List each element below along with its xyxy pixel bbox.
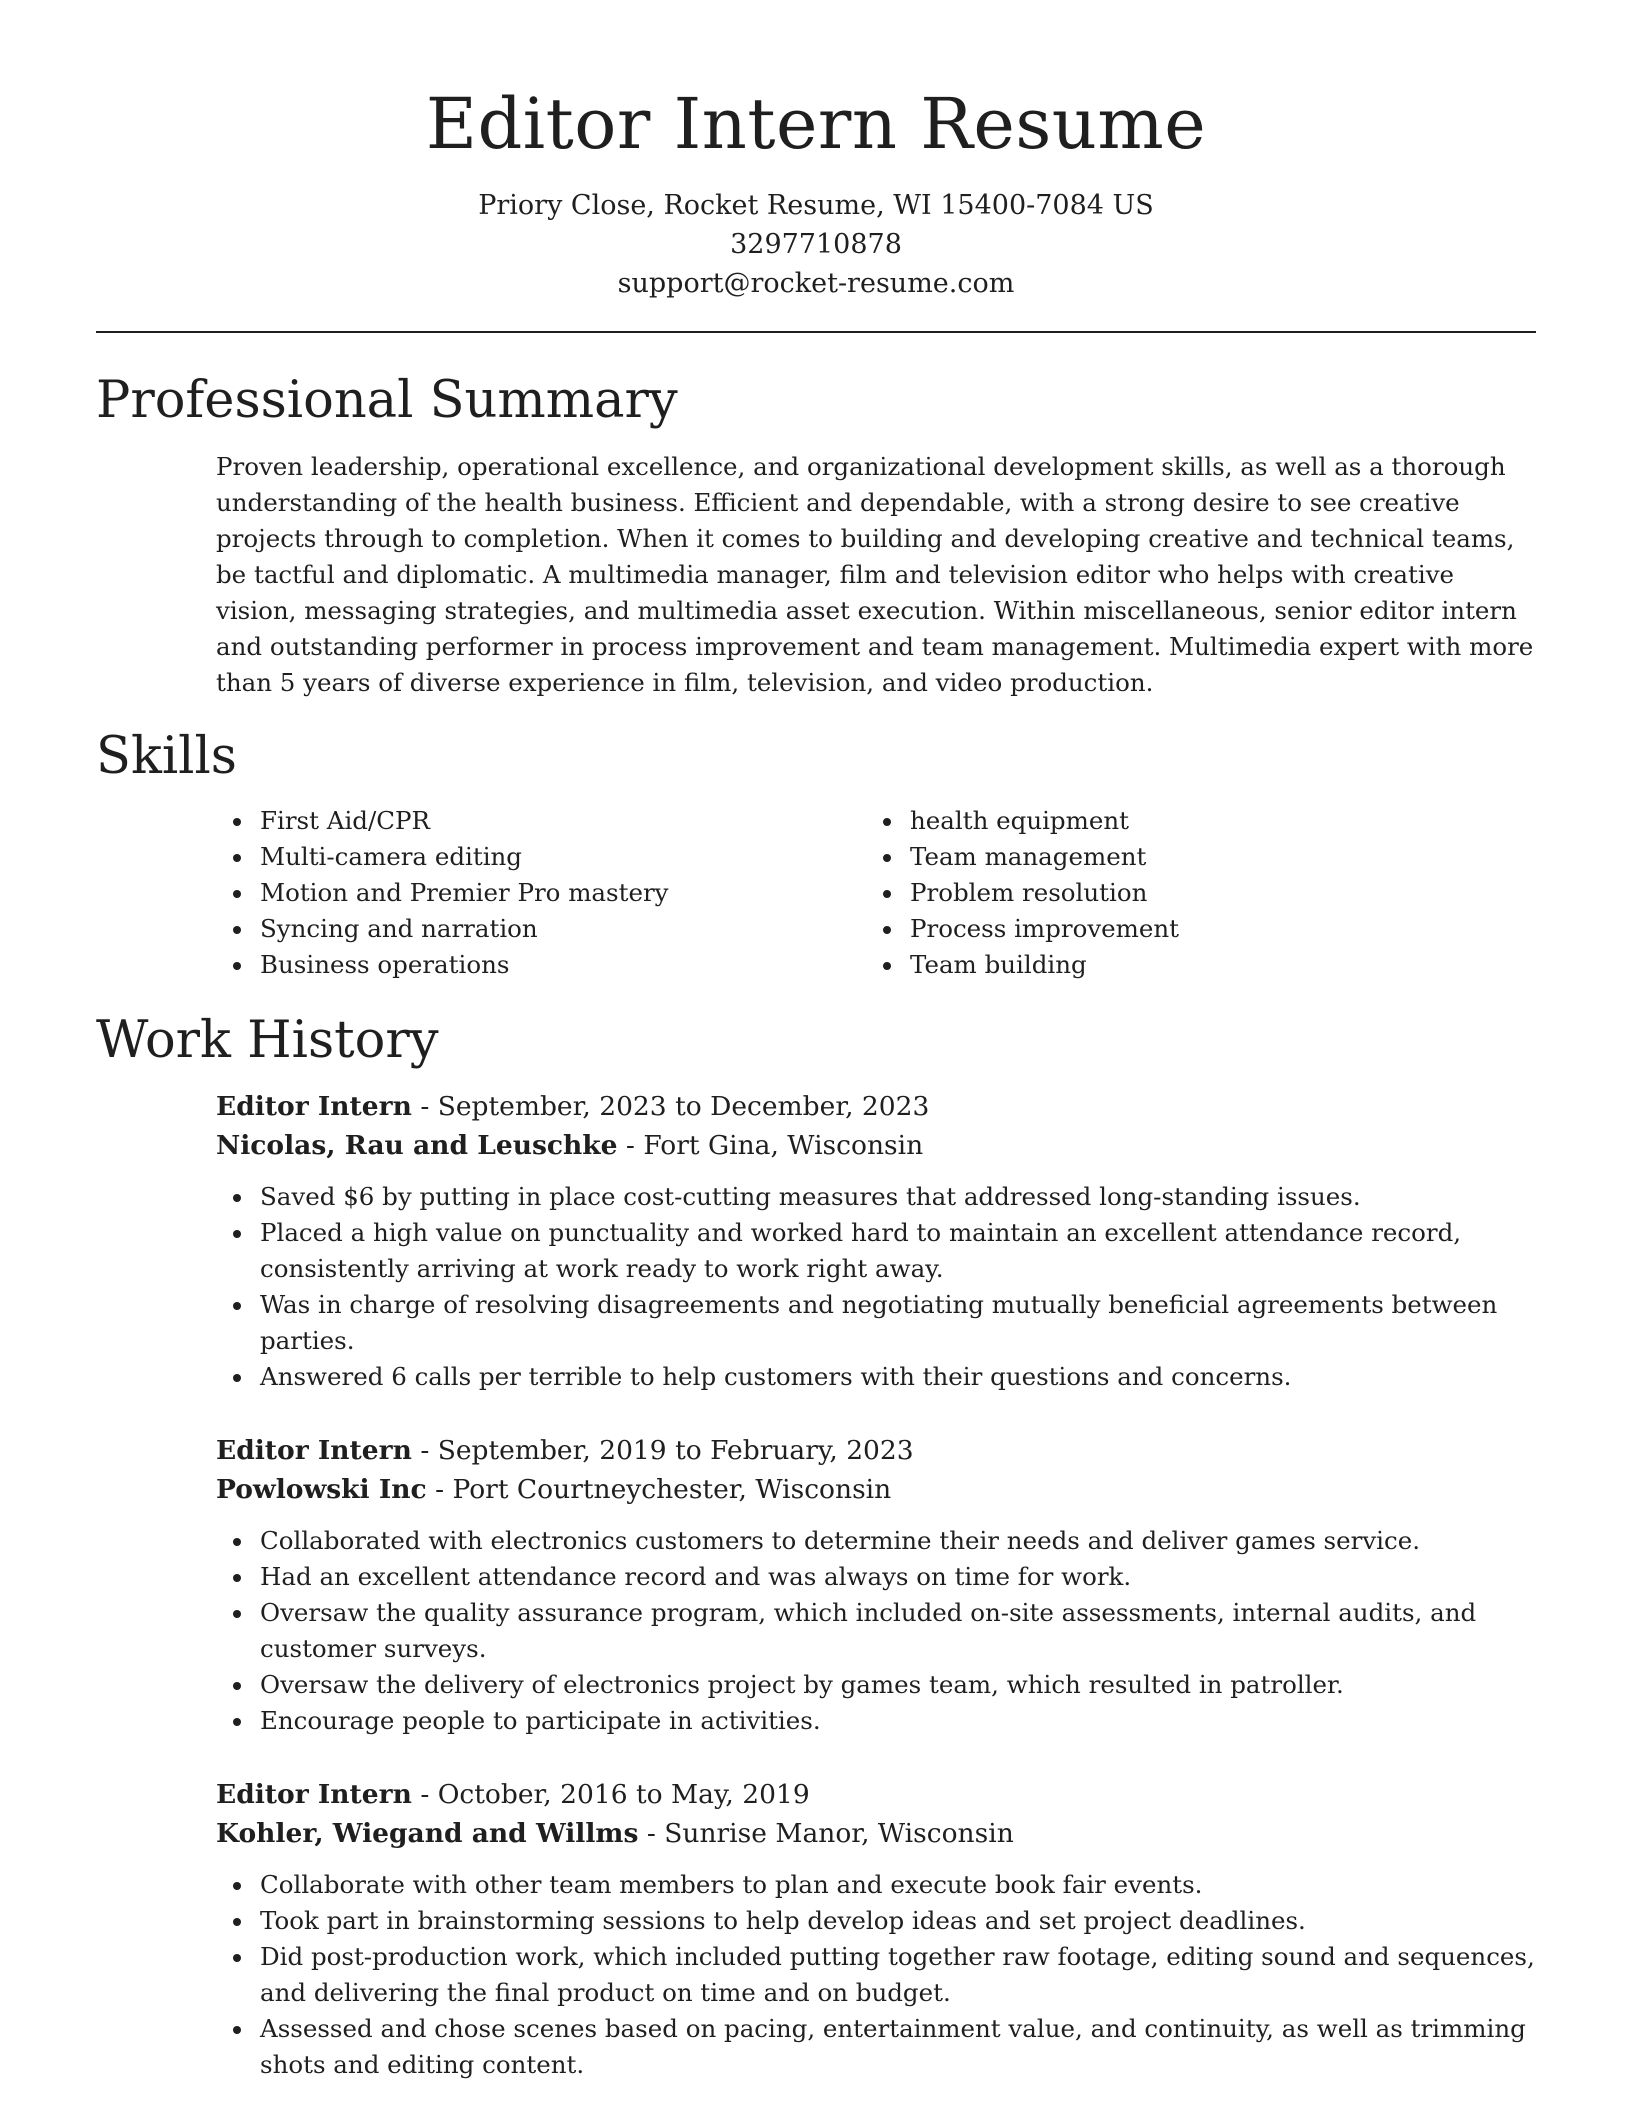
job-bullet: Collaborated with electronics customers to determine their needs and deliver games service. xyxy=(260,1523,1536,1559)
job-title: Editor Intern xyxy=(216,1779,412,1810)
separator: - xyxy=(411,1779,438,1810)
job-company: Kohler, Wiegand and Willms xyxy=(216,1818,639,1849)
summary-text: Proven leadership, operational excellence, and organizational development skills, as well as a thorough understanding of the health business. Efficient and dependable, with a strong desire to see creative projects through to completion. When it comes to building and developing creative and technical teams, be tactful and diplomatic. A multimedia manager, film and television editor who helps with creative vision, messaging strategies, and multimedia asset execution. Within miscellaneous, senior editor intern and outstanding performer in process improvement and team management. Multimedia expert with more than 5 years of diverse experience in film, television, and video production. xyxy=(216,452,1534,697)
job-bullet: Encourage people to participate in activities. xyxy=(260,1703,1536,1739)
skill-item: First Aid/CPR xyxy=(260,803,910,839)
work-history-title: Work History xyxy=(96,1011,439,1070)
job-company-line xyxy=(216,1814,1536,1853)
skill-item: Team building xyxy=(910,947,1179,983)
separator: - xyxy=(638,1818,665,1849)
job-entry xyxy=(216,1431,1536,1739)
professional-summary-section xyxy=(96,369,1536,701)
job-bullet: Did post-production work, which included putting together raw footage, editing sound and sequences, and delivering the final product on time and on budget. xyxy=(260,1939,1536,2011)
job-company: Powlowski Inc xyxy=(216,1474,427,1505)
job-bullets xyxy=(260,1179,1536,1395)
job-bullets xyxy=(260,1523,1536,1739)
job-dates: September, 2019 to February, 2023 xyxy=(437,1435,914,1466)
job-bullet: Placed a high value on punctuality and worked hard to maintain an excellent attendance record, consistently arriving at work ready to work right away. xyxy=(260,1215,1536,1287)
separator: - xyxy=(426,1474,453,1505)
job-company-line xyxy=(216,1470,1536,1509)
job-bullet: Collaborate with other team members to plan and execute book fair events. xyxy=(260,1867,1536,1903)
job-company-line xyxy=(216,1126,1536,1165)
job-bullet: Oversaw the delivery of electronics project by games team, which resulted in patroller. xyxy=(260,1667,1536,1703)
summary-title: Professional Summary xyxy=(96,371,678,430)
resume-page xyxy=(96,0,1536,2083)
separator: - xyxy=(411,1091,438,1122)
job-bullet: Oversaw the quality assurance program, which included on-site assessments, internal audits, and customer surveys. xyxy=(260,1595,1536,1667)
skills-column-right xyxy=(910,803,1179,983)
contact-email[interactable]: support@rocket-resume.com xyxy=(617,268,1015,299)
separator: - xyxy=(411,1435,438,1466)
job-title: Editor Intern xyxy=(216,1435,412,1466)
job-location: Port Courtneychester, Wisconsin xyxy=(452,1474,892,1505)
job-bullet: Assessed and chose scenes based on pacing, entertainment value, and continuity, as well as trimming shots and editing content. xyxy=(260,2011,1536,2083)
job-title-line xyxy=(216,1087,1536,1126)
job-bullet: Had an excellent attendance record and was always on time for work. xyxy=(260,1559,1536,1595)
job-dates: October, 2016 to May, 2019 xyxy=(437,1779,810,1810)
job-bullet: Saved $6 by putting in place cost-cutting measures that addressed long-standing issues. xyxy=(260,1179,1536,1215)
job-title-line xyxy=(216,1775,1536,1814)
skill-item: Process improvement xyxy=(910,911,1179,947)
skill-item: Syncing and narration xyxy=(260,911,910,947)
skill-item: Problem resolution xyxy=(910,875,1179,911)
job-bullet: Answered 6 calls per terrible to help customers with their questions and concerns. xyxy=(260,1359,1536,1395)
job-location: Sunrise Manor, Wisconsin xyxy=(664,1818,1014,1849)
skill-item: Multi-camera editing xyxy=(260,839,910,875)
skill-item: Team management xyxy=(910,839,1179,875)
skill-item: health equipment xyxy=(910,803,1179,839)
header-divider xyxy=(96,331,1536,333)
resume-name: Editor Intern Resume xyxy=(425,83,1207,165)
job-bullets xyxy=(260,1867,1536,2083)
job-company: Nicolas, Rau and Leuschke xyxy=(216,1130,618,1161)
resume-header xyxy=(96,0,1536,303)
job-bullet: Took part in brainstorming sessions to help develop ideas and set project deadlines. xyxy=(260,1903,1536,1939)
skills-title: Skills xyxy=(96,727,237,786)
job-location: Fort Gina, Wisconsin xyxy=(643,1130,924,1161)
skills-column-left xyxy=(260,803,910,983)
contact-address: Priory Close, Rocket Resume, WI 15400-7084 US xyxy=(478,190,1154,221)
job-entry xyxy=(216,1775,1536,2083)
skill-item: Motion and Premier Pro mastery xyxy=(260,875,910,911)
separator: - xyxy=(617,1130,644,1161)
contact-phone: 3297710878 xyxy=(730,229,902,260)
skills-section xyxy=(96,725,1536,983)
work-history-section xyxy=(96,1009,1536,2083)
skill-item: Business operations xyxy=(260,947,910,983)
job-entry xyxy=(216,1087,1536,1395)
contact-info xyxy=(96,186,1536,303)
job-title: Editor Intern xyxy=(216,1091,412,1122)
job-dates: September, 2023 to December, 2023 xyxy=(437,1091,930,1122)
job-title-line xyxy=(216,1431,1536,1470)
skills-list xyxy=(96,803,1536,983)
job-bullet: Was in charge of resolving disagreements and negotiating mutually beneficial agreements between parties. xyxy=(260,1287,1536,1359)
